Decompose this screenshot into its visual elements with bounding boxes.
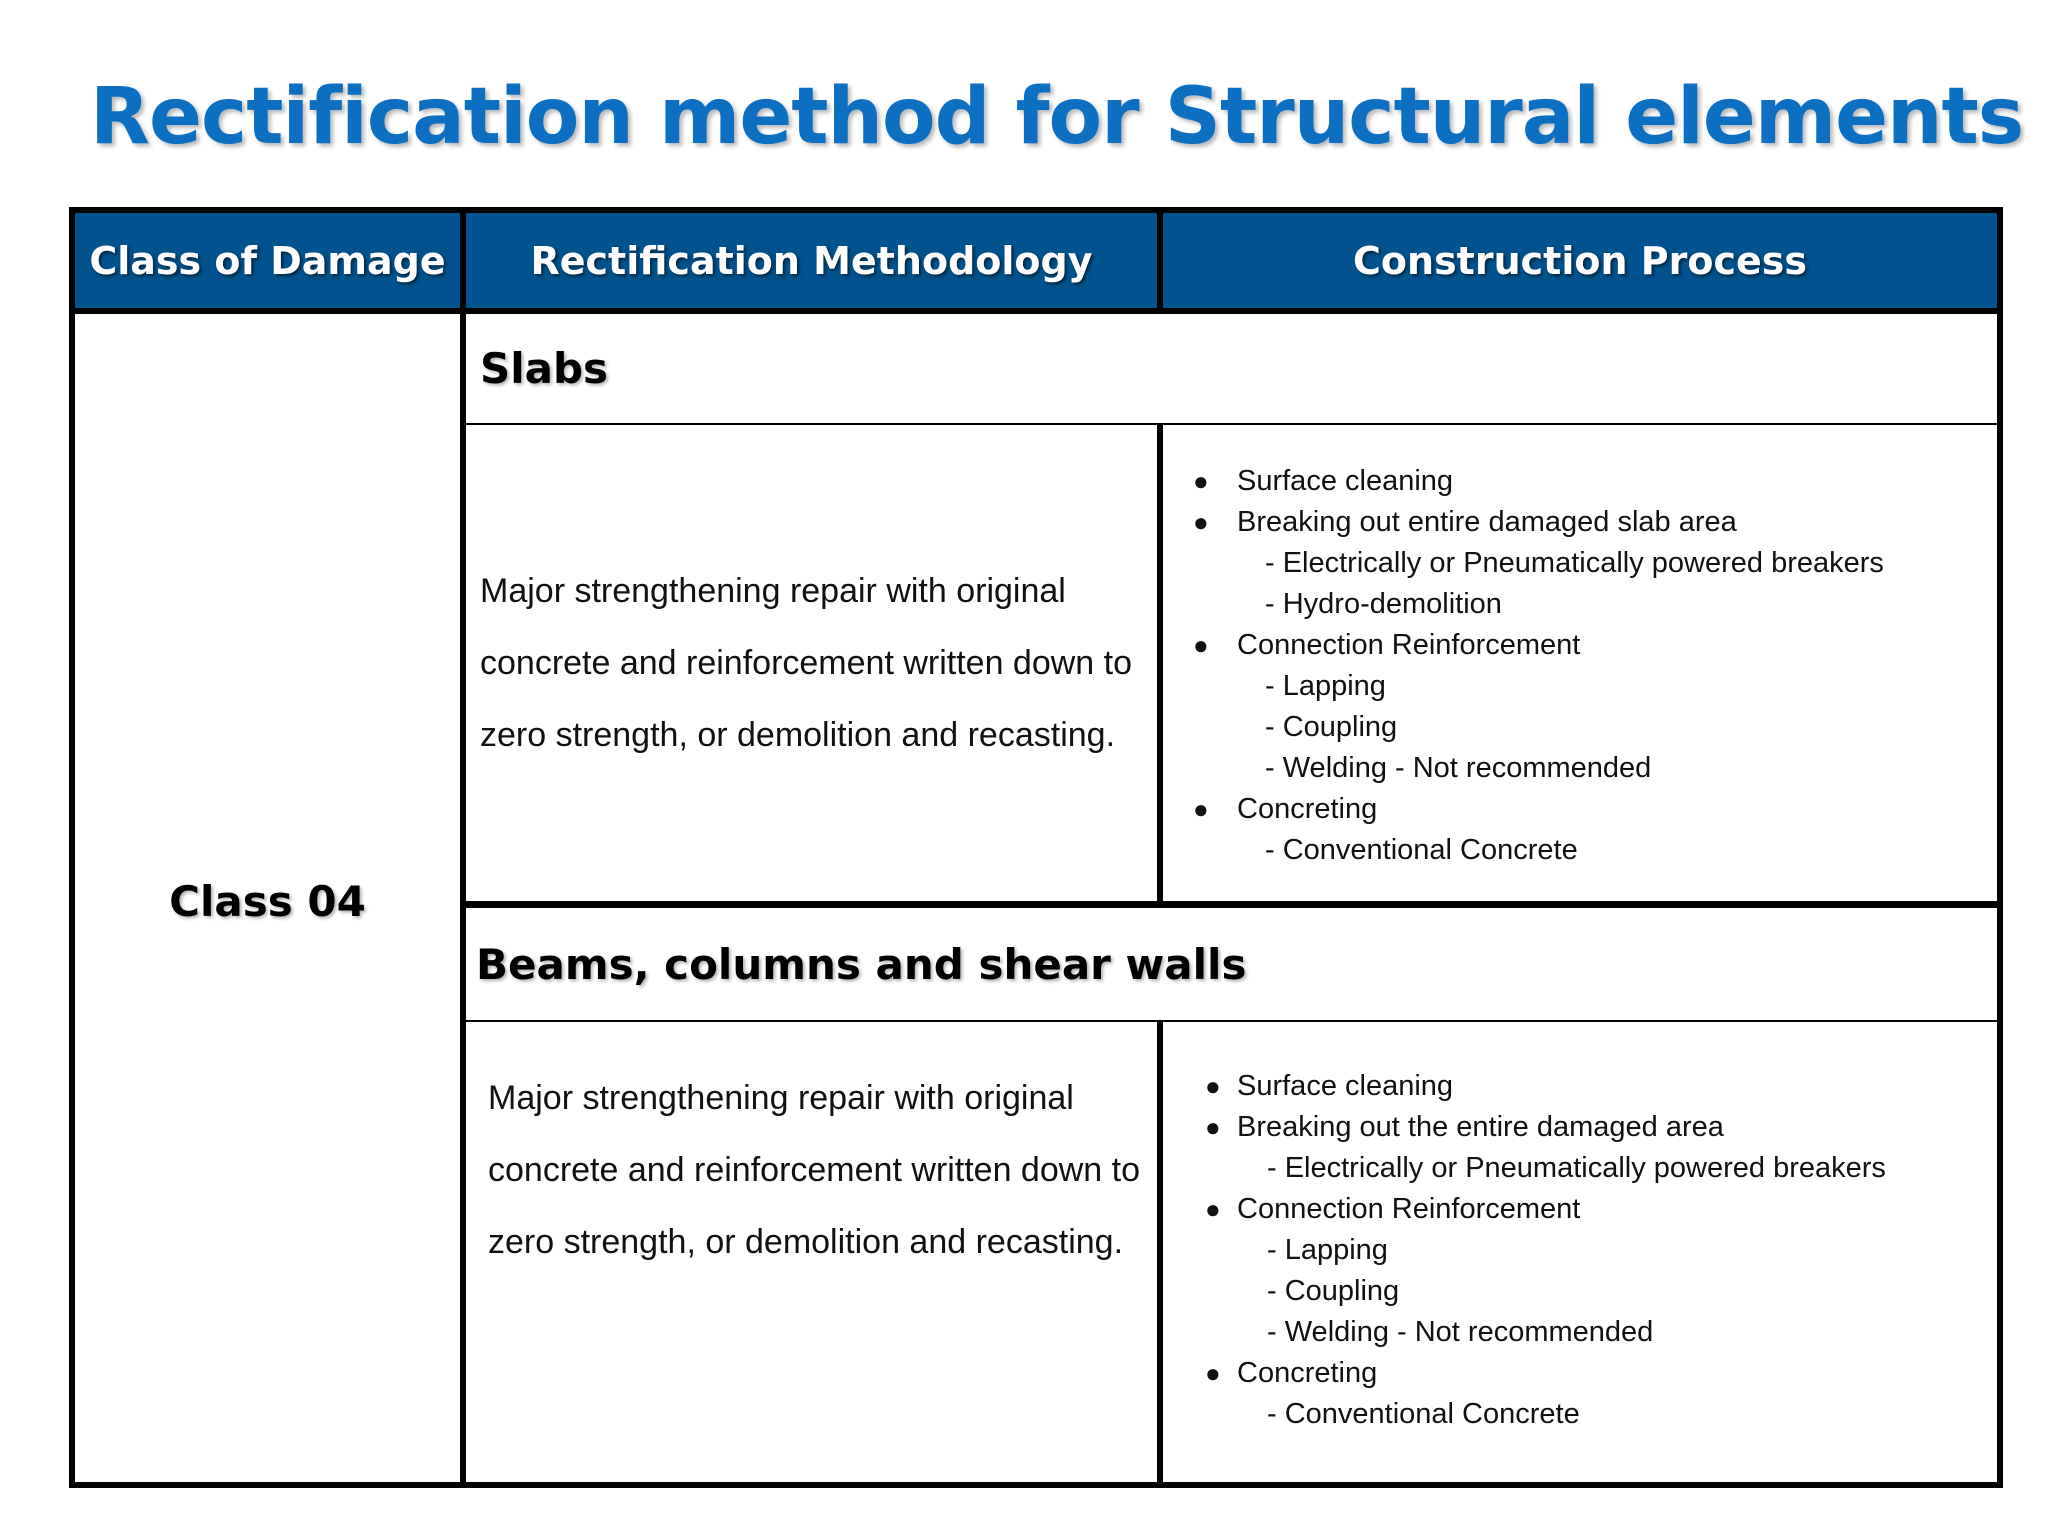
bullet-dot-icon: ● <box>1205 1194 1221 1224</box>
process-list-slabs <box>1163 425 1997 908</box>
methodology-slabs <box>466 425 1163 908</box>
process-bullet-item <box>1205 1189 1997 1230</box>
process-bullet-item <box>1193 461 1997 502</box>
process-sub-item: - Conventional Concrete <box>1267 1398 1580 1430</box>
process-item-text: Surface cleaning <box>1237 1070 1454 1102</box>
process-item-text: Breaking out the entire damaged area <box>1237 1111 1724 1143</box>
process-list-beams-columns-shear-walls <box>1163 1022 1997 1488</box>
process-item-text: Concreting <box>1237 1357 1378 1389</box>
process-bullet-item <box>1205 1353 1997 1394</box>
process-bullet-item <box>1205 1107 1997 1148</box>
methodology-beams-columns-shear-walls <box>466 1022 1163 1488</box>
bullet-dot-icon: ● <box>1193 466 1209 496</box>
process-bullet-item <box>1193 502 1997 543</box>
process-sub-item: - Hydro-demolition <box>1265 588 1502 620</box>
header-class-of-damage: Class of Damage <box>75 213 466 314</box>
header-rectification-methodology: Rectification Methodology <box>466 213 1163 314</box>
process-sub-item: - Coupling <box>1265 711 1398 743</box>
section-title-beams-columns-shear-walls: Beams, columns and shear walls <box>466 908 1997 1022</box>
process-sub-item: - Conventional Concrete <box>1265 834 1578 866</box>
bullet-dot-icon: ● <box>1205 1071 1221 1101</box>
process-sub-item: - Lapping <box>1267 1234 1388 1266</box>
process-sub-item: - Welding - Not recommended <box>1265 752 1652 784</box>
methodology-text: Major strengthening repair with original concrete and reinforcement written down to zero strength, or demolition and recasting. <box>488 1079 1141 1261</box>
process-sub-item: - Welding - Not recommended <box>1267 1316 1654 1348</box>
process-sub-item: - Lapping <box>1265 670 1386 702</box>
bullet-dot-icon: ● <box>1193 630 1209 660</box>
header-construction-process: Construction Process <box>1163 213 1997 314</box>
process-sub-item: - Electrically or Pneumatically powered breakers <box>1265 547 1884 579</box>
page-title: Rectification method for Structural elements <box>90 72 2024 162</box>
bullet-dot-icon: ● <box>1205 1112 1221 1142</box>
bullet-dot-icon: ● <box>1193 794 1209 824</box>
process-bullet-item <box>1193 625 1997 666</box>
process-sub-item: - Electrically or Pneumatically powered breakers <box>1267 1152 1886 1184</box>
process-sub-item: - Coupling <box>1267 1275 1400 1307</box>
methodology-text: Major strengthening repair with original concrete and reinforcement written down to zero strength, or demolition and recasting. <box>480 572 1133 754</box>
process-item-text: Concreting <box>1237 793 1378 825</box>
process-item-text: Breaking out entire damaged slab area <box>1237 506 1737 538</box>
rectification-table <box>69 207 2003 1488</box>
section-title-slabs: Slabs <box>466 314 1997 425</box>
class-label: Class 04 <box>169 876 366 926</box>
bullet-dot-icon: ● <box>1193 507 1209 537</box>
process-bullet-item <box>1193 789 1997 830</box>
process-item-text: Connection Reinforcement <box>1237 629 1581 661</box>
process-item-text: Connection Reinforcement <box>1237 1193 1581 1225</box>
class-cell <box>75 314 466 1488</box>
process-bullet-item <box>1205 1066 1997 1107</box>
process-item-text: Surface cleaning <box>1237 465 1454 497</box>
bullet-dot-icon: ● <box>1205 1358 1221 1388</box>
